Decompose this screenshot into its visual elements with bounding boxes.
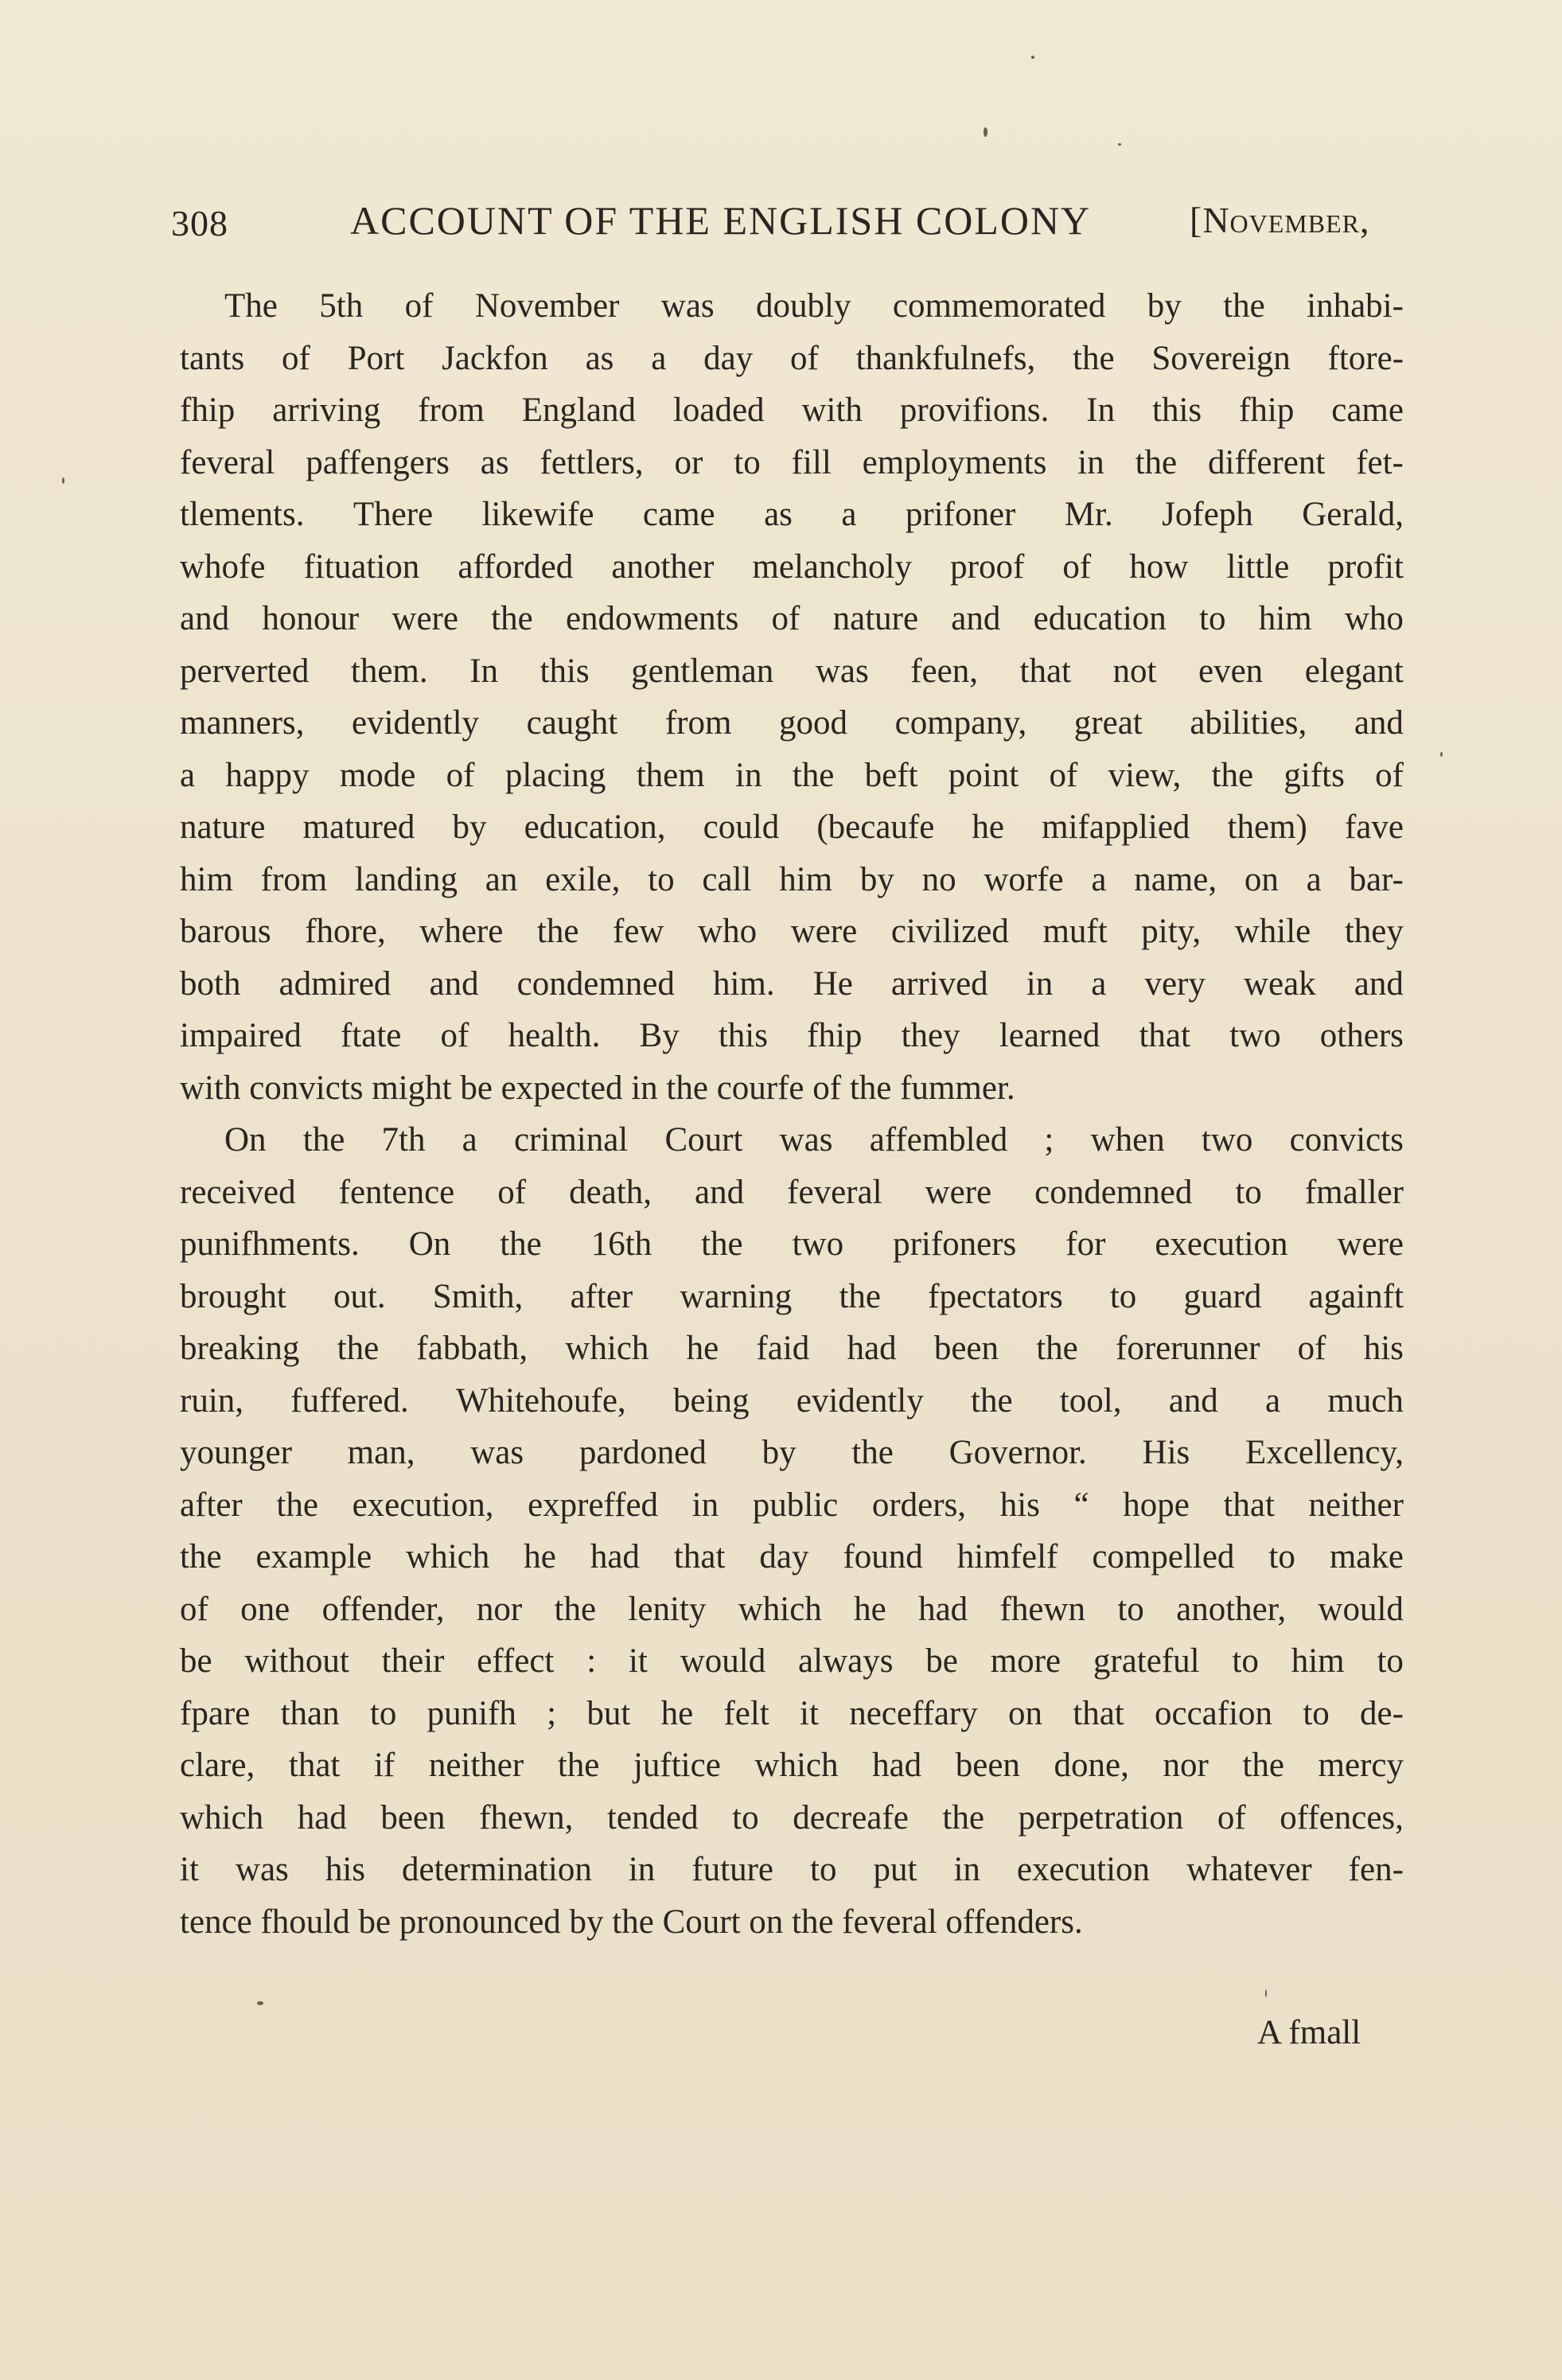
text-line: ruin, fuffered. Whitehoufe, being evidently the tool, and a much: [180, 1381, 1404, 1420]
text-line: brought out. Smith, after warning the fpectators to guard againft: [180, 1277, 1404, 1315]
paper-speck: [257, 2001, 263, 2005]
text-line: barous fhore, where the few who were civilized muft pity, while they: [180, 913, 1404, 950]
text-line: fpare than to punifh ; but he felt it neceffary on that occafion to de-: [180, 1694, 1404, 1732]
text-line: the example which he had that day found himfelf compelled to make: [180, 1538, 1404, 1576]
page-number: 308: [171, 203, 228, 243]
text-line: The 5th of November was doubly commemorated by the inhabi-: [224, 287, 1404, 325]
text-line: which had been fhewn, tended to decreafe the perpetration of offences,: [180, 1798, 1404, 1837]
text-line: manners, evidently caught from good company, great abilities, and: [180, 704, 1404, 742]
text-line: both admired and condemned him. He arrived in a very weak and: [180, 964, 1404, 1003]
paper-speck: [1265, 1989, 1267, 1997]
text-line: whofe fituation afforded another melancholy proof of how little profit: [180, 547, 1404, 586]
running-month: [1190, 199, 1370, 241]
text-line: be without their effect : it would always be more grateful to him to: [180, 1642, 1404, 1680]
text-line: and honour were the endowments of nature and education to him who: [180, 600, 1404, 637]
text-line: nature matured by education, could (becaufe he mifapplied them) fave: [180, 808, 1404, 846]
text-line: fhip arriving from England loaded with provifions. In this fhip came: [180, 391, 1404, 429]
text-line: a happy mode of placing them in the beft point of view, the gifts of: [180, 756, 1404, 794]
text-line: tlements. There likewife came as a prifoner Mr. Jofeph Gerald,: [180, 496, 1404, 533]
text-line: him from landing an exile, to call him by no worfe a name, on a bar-: [180, 860, 1404, 898]
running-header: [171, 191, 1412, 255]
paper-speck: [62, 477, 64, 484]
text-line: after the execution, expreffed in public orders, his “ hope that neither: [180, 1486, 1404, 1524]
text-line: younger man, was pardoned by the Governor. His Excellency,: [180, 1434, 1404, 1471]
running-month-text: [November,: [1190, 200, 1370, 240]
paper-speck: [1118, 143, 1121, 146]
text-line: On the 7th a criminal Court was affembled ; when two convicts: [224, 1121, 1404, 1159]
paper-speck: [984, 127, 987, 137]
text-line: perverted them. In this gentleman was feen, that not even elegant: [180, 652, 1404, 690]
text-line: received fentence of death, and feveral were condemned to fmaller: [180, 1173, 1404, 1211]
text-line: it was his determination in future to put in execution whatever fen-: [180, 1851, 1404, 1888]
body-text: [180, 280, 1404, 1948]
text-line: feveral paffengers as fettlers, or to fill employments in the different fet-: [180, 443, 1404, 481]
paper-speck: [1440, 752, 1443, 757]
text-line: with convicts might be expected in the courfe of the fummer.: [180, 1069, 1015, 1107]
text-line: impaired ftate of health. By this fhip they learned that two others: [180, 1017, 1404, 1054]
text-line: tants of Port Jackfon as a day of thankfulnefs, the Sovereign ftore-: [180, 339, 1404, 377]
text-line: of one offender, nor the lenity which he had fhewn to another, would: [180, 1590, 1404, 1628]
paper-speck: [1031, 56, 1034, 59]
running-title: ACCOUNT OF THE ENGLISH COLONY: [350, 198, 1092, 243]
text-line: punifhments. On the 16th the two prifoners for execution were: [180, 1225, 1404, 1263]
text-line: breaking the fabbath, which he faid had been the forerunner of his: [180, 1330, 1404, 1367]
catchword: A fmall: [1257, 2014, 1361, 2051]
text-line: clare, that if neither the juftice which had been done, nor the mercy: [180, 1747, 1404, 1784]
text-line: tence fhould be pronounced by the Court on the feveral offenders.: [180, 1903, 1083, 1941]
